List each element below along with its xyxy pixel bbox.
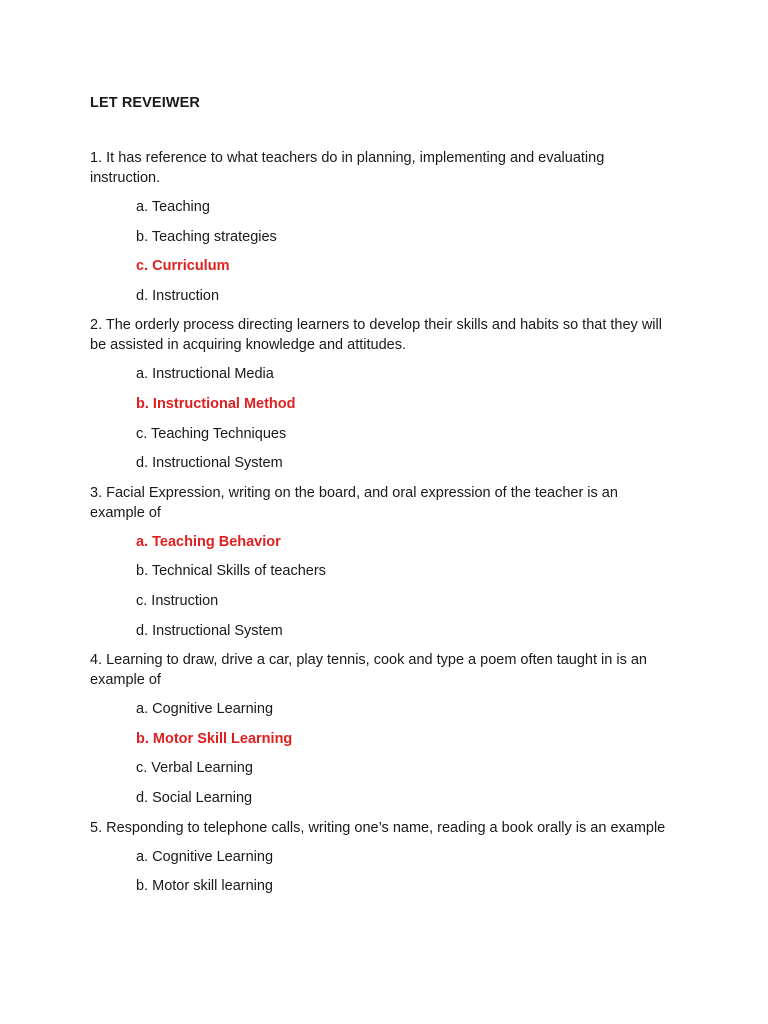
question-1 [90, 148, 668, 306]
answer-option: b. Technical Skills of teachers [136, 563, 326, 580]
answer-option: a. Instructional Media [136, 366, 274, 383]
question-stem: 4. Learning to draw, drive a car, play tennis, cook and type a poem often taught in is an example of [90, 652, 647, 689]
answer-option: d. Instructional System [136, 622, 283, 639]
answer-option: d. Social Learning [136, 789, 253, 806]
answer-option: c. Instruction [136, 592, 219, 609]
question-2 [90, 315, 668, 473]
answer-option: a. Teaching [136, 199, 210, 215]
answer-option: a. Cognitive Learning [136, 848, 274, 865]
question-stem: 1. It has reference to what teachers do in planning, implementing and evaluating instruction. [90, 150, 605, 186]
question-list [90, 148, 668, 896]
answer-option: c. Teaching Techniques [136, 425, 287, 442]
answer-options [90, 532, 668, 641]
question-4 [90, 650, 668, 808]
answer-options [90, 699, 668, 808]
answer-option: d. Instructional System [136, 455, 283, 472]
answer-option: a. Teaching Behavior [136, 533, 281, 550]
document-title: LET REVEIWER [90, 95, 200, 111]
answer-option: a. Cognitive Learning [136, 701, 274, 718]
answer-options [90, 197, 668, 306]
question-5 [90, 818, 668, 897]
answer-options [90, 364, 668, 473]
answer-option: b. Motor skill learning [136, 878, 273, 895]
answer-option: c. Verbal Learning [136, 760, 253, 777]
answer-option: c. Curriculum [136, 258, 230, 275]
question-stem: 5. Responding to telephone calls, writing one’s name, reading a book orally is an example [90, 819, 666, 836]
answer-options [90, 847, 668, 897]
question-stem: 3. Facial Expression, writing on the board, and oral expression of the teacher is an example of [90, 484, 618, 521]
answer-option: d. Instruction [136, 287, 220, 304]
question-stem: 2. The orderly process directing learners to develop their skills and habits so that they will be assisted in acquiring knowledge and attitudes. [90, 317, 662, 354]
answer-option: b. Motor Skill Learning [136, 730, 293, 747]
question-3 [90, 483, 668, 641]
answer-option: b. Instructional Method [136, 395, 296, 412]
answer-option: b. Teaching strategies [136, 228, 277, 245]
